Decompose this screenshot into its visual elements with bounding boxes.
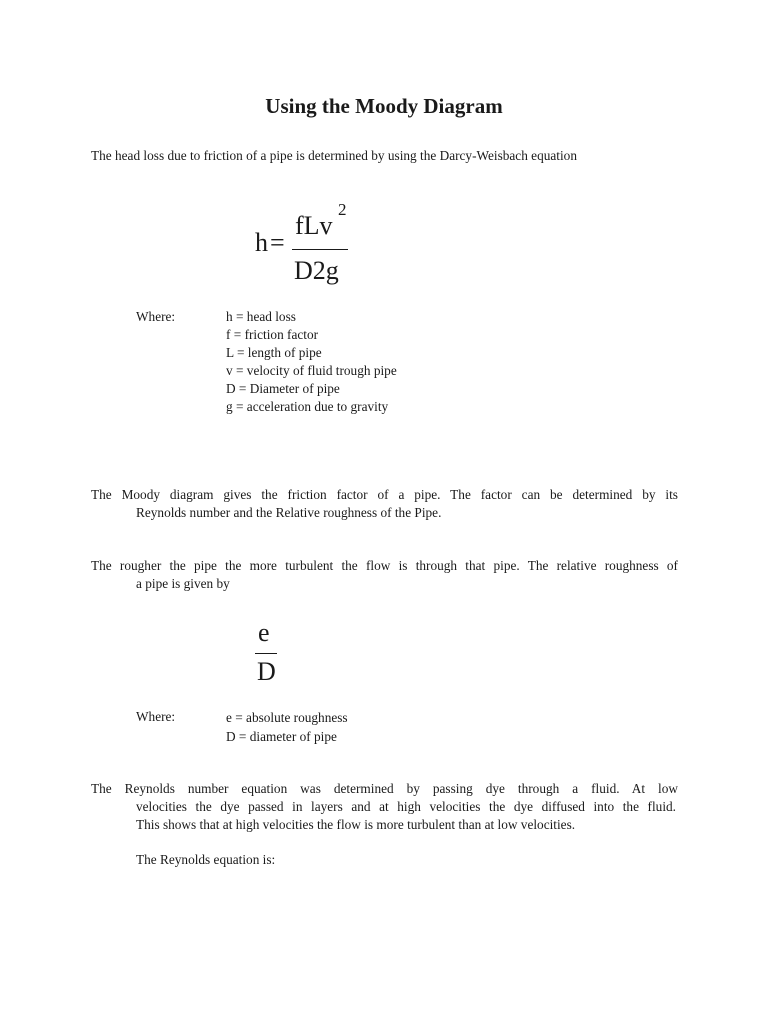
where-label: Where: [136, 709, 176, 724]
definitions-list [226, 308, 397, 416]
equation-lhs: h [255, 228, 268, 257]
paragraph-line: velocities the dye passed in layers and at high velocities the dye diffused into the fluid. [136, 799, 676, 814]
paragraph-line: Reynolds number and the Relative roughness of the Pipe. [136, 505, 442, 520]
paragraph-reynolds [91, 780, 678, 834]
definitions-list [226, 708, 348, 746]
definition-item: v = velocity of fluid trough pipe [226, 363, 397, 378]
paragraph-line: The Moody diagram gives the friction factor of a pipe. The factor can be determined by its [91, 487, 678, 502]
definition-item: f = friction factor [226, 327, 319, 342]
definition-item: h = head loss [226, 309, 296, 324]
definition-item: L = length of pipe [226, 345, 322, 360]
definition-item: g = acceleration due to gravity [226, 399, 389, 414]
definition-item: D = Diameter of pipe [226, 381, 340, 396]
where-label: Where: [136, 309, 176, 324]
equation-denominator: D2g [294, 256, 339, 285]
paragraph-moody [91, 486, 678, 522]
paragraph-line: a pipe is given by [136, 576, 230, 591]
definition-item: D = diameter of pipe [226, 729, 337, 744]
intro-text: The head loss due to friction of a pipe is determined by using the Darcy-Weisbach equation [91, 148, 577, 163]
fraction-bar [255, 653, 277, 654]
definition-item: e = absolute roughness [226, 710, 348, 725]
paragraph-line: The Reynolds number equation was determined by passing dye through a fluid. At low [91, 781, 678, 796]
equation-exponent: 2 [338, 200, 347, 219]
paragraph-roughness [91, 557, 678, 593]
paragraph-line: This shows that at high velocities the flow is more turbulent than at low velocities. [136, 817, 576, 832]
paragraph-line: The rougher the pipe the more turbulent the flow is through that pipe. The relative roughness of [91, 558, 678, 573]
equation-numerator: fLv [295, 211, 333, 240]
equation-fraction-bar [292, 249, 348, 250]
fraction-denominator: D [257, 657, 276, 686]
page-title: Using the Moody Diagram [265, 94, 503, 118]
equation-equals: = [270, 228, 285, 257]
reynolds-equation-intro: The Reynolds equation is: [136, 852, 276, 867]
fraction-numerator: e [258, 618, 270, 647]
